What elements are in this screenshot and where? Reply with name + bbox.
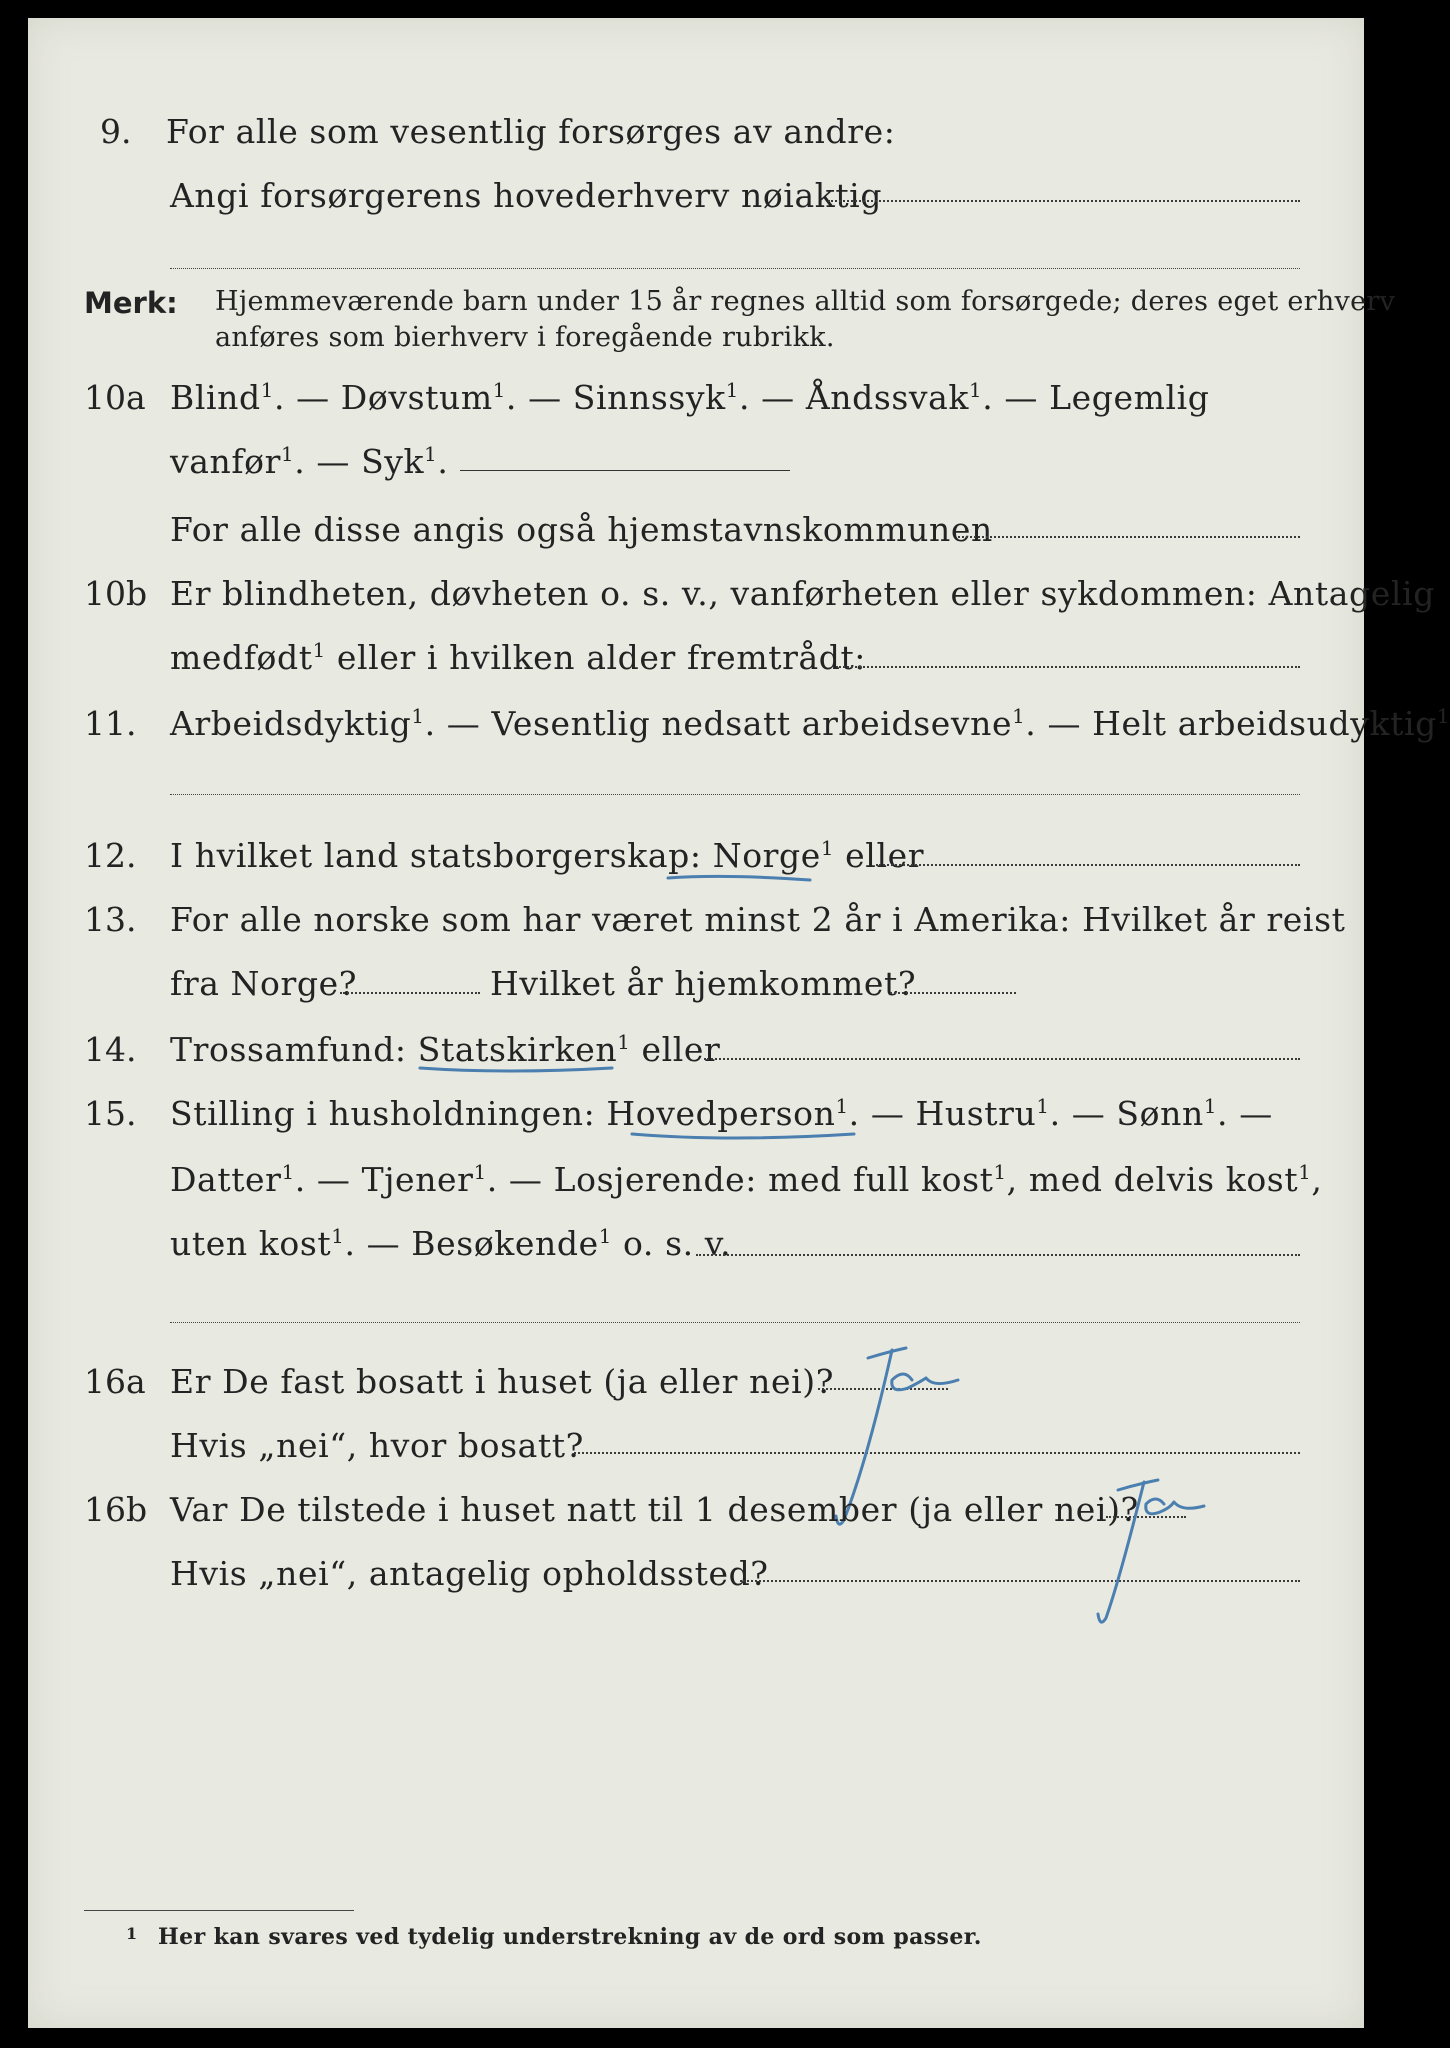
- q10a-answer-line: [460, 470, 790, 471]
- q16b-line2: Hvis „nei“, antagelig opholdssted?: [170, 1554, 769, 1593]
- q13-return-year-line: [890, 992, 1016, 994]
- q14-line: Trossamfund: Statskirken$^1$ eller: [170, 1030, 721, 1069]
- q15-line2: Datter$^1$. — Tjener$^1$. — Losjerende: med full kost$^1$, med delvis kost$^1$,: [170, 1160, 1323, 1199]
- q16a-number: 16a: [84, 1362, 146, 1401]
- form-page: [28, 18, 1450, 2028]
- q10a-line1: Blind$^1$. — Døvstum$^1$. — Sinnssyk$^1$. — Åndssvak$^1$. — Legemlig: [170, 378, 1210, 417]
- q15-number: 15.: [84, 1094, 137, 1133]
- q10a-number: 10a: [84, 378, 146, 417]
- merk-label: Merk:: [84, 286, 178, 320]
- q13-line2b: Hvilket år hjemkommet?: [490, 964, 917, 1003]
- merk-line2: anføres som bierhverv i foregående rubrikk.: [215, 322, 835, 353]
- q10b-number: 10b: [84, 574, 148, 613]
- q12-answer-line: [876, 864, 1300, 866]
- q9-line1: For alle som vesentlig forsørges av andre:: [166, 112, 896, 151]
- q13-line2a: fra Norge?: [170, 964, 358, 1003]
- q11-number: 11.: [84, 704, 137, 743]
- q11-answer-line: [170, 794, 1300, 795]
- q14-number: 14.: [84, 1030, 137, 1069]
- merk-line1: Hjemmeværende barn under 15 år regnes alltid som forsørgede; deres eget erhverv: [215, 286, 1396, 317]
- hovedperson-underline: [628, 1128, 858, 1146]
- q16b-line1: Var De tilstede i huset natt til 1 desember (ja eller nei)?: [170, 1490, 1139, 1529]
- q10b-line1: Er blindheten, døvheten o. s. v., vanførheten eller sykdommen: Antagelig: [170, 574, 1435, 613]
- q16a-line1: Er De fast bosatt i huset (ja eller nei)?: [170, 1362, 834, 1401]
- q11-line: Arbeidsdyktig$^1$. — Vesentlig nedsatt arbeidsevne$^1$. — Helt arbeidsudyktig$^1$: [170, 704, 1450, 743]
- q10b-answer-line: [836, 666, 1300, 668]
- q9-number: 9.: [100, 112, 132, 151]
- q10a-line3: For alle disse angis også hjemstavnskommunen: [170, 510, 993, 549]
- q16b-number: 16b: [84, 1490, 148, 1529]
- q15-line3: uten kost$^1$. — Besøkende$^1$ o. s. v.: [170, 1224, 732, 1263]
- q13-line1: For alle norske som har været minst 2 år i Amerika: Hvilket år reist: [170, 900, 1346, 939]
- q9-answer-line-2: [170, 268, 1300, 269]
- norge-underline: [664, 870, 814, 884]
- q13-number: 13.: [84, 900, 137, 939]
- q9-line2: Angi forsørgerens hovederhverv nøiaktig: [170, 176, 883, 215]
- footnote-rule: [84, 1910, 354, 1911]
- q12-line: I hvilket land statsborgerskap: Norge$^1$ eller: [170, 836, 925, 875]
- q10b-line2: medfødt$^1$ eller i hvilken alder fremtrådt:: [170, 638, 867, 677]
- q16a-line2: Hvis „nei“, hvor bosatt?: [170, 1426, 584, 1465]
- q9-answer-line: [828, 200, 1300, 202]
- q10a-hometown-line: [958, 536, 1300, 538]
- statskirken-underline: [416, 1062, 616, 1078]
- q15-answer-line: [696, 1254, 1300, 1256]
- q15-answer-line-2: [170, 1322, 1300, 1323]
- q10a-line2: vanfør$^1$. — Syk$^1$.: [170, 442, 449, 481]
- q12-number: 12.: [84, 836, 137, 875]
- q14-answer-line: [704, 1058, 1300, 1060]
- footnote-text: Her kan svares ved tydelig understrekning av de ord som passer.: [158, 1924, 982, 1950]
- handwritten-answer-16b: [1068, 1468, 1268, 1648]
- footnote-mark: 1: [126, 1924, 138, 1943]
- q13-left-year-line: [340, 992, 480, 994]
- q15-line1: Stilling i husholdningen: Hovedperson$^1$. — Hustru$^1$. — Sønn$^1$. —: [170, 1094, 1273, 1133]
